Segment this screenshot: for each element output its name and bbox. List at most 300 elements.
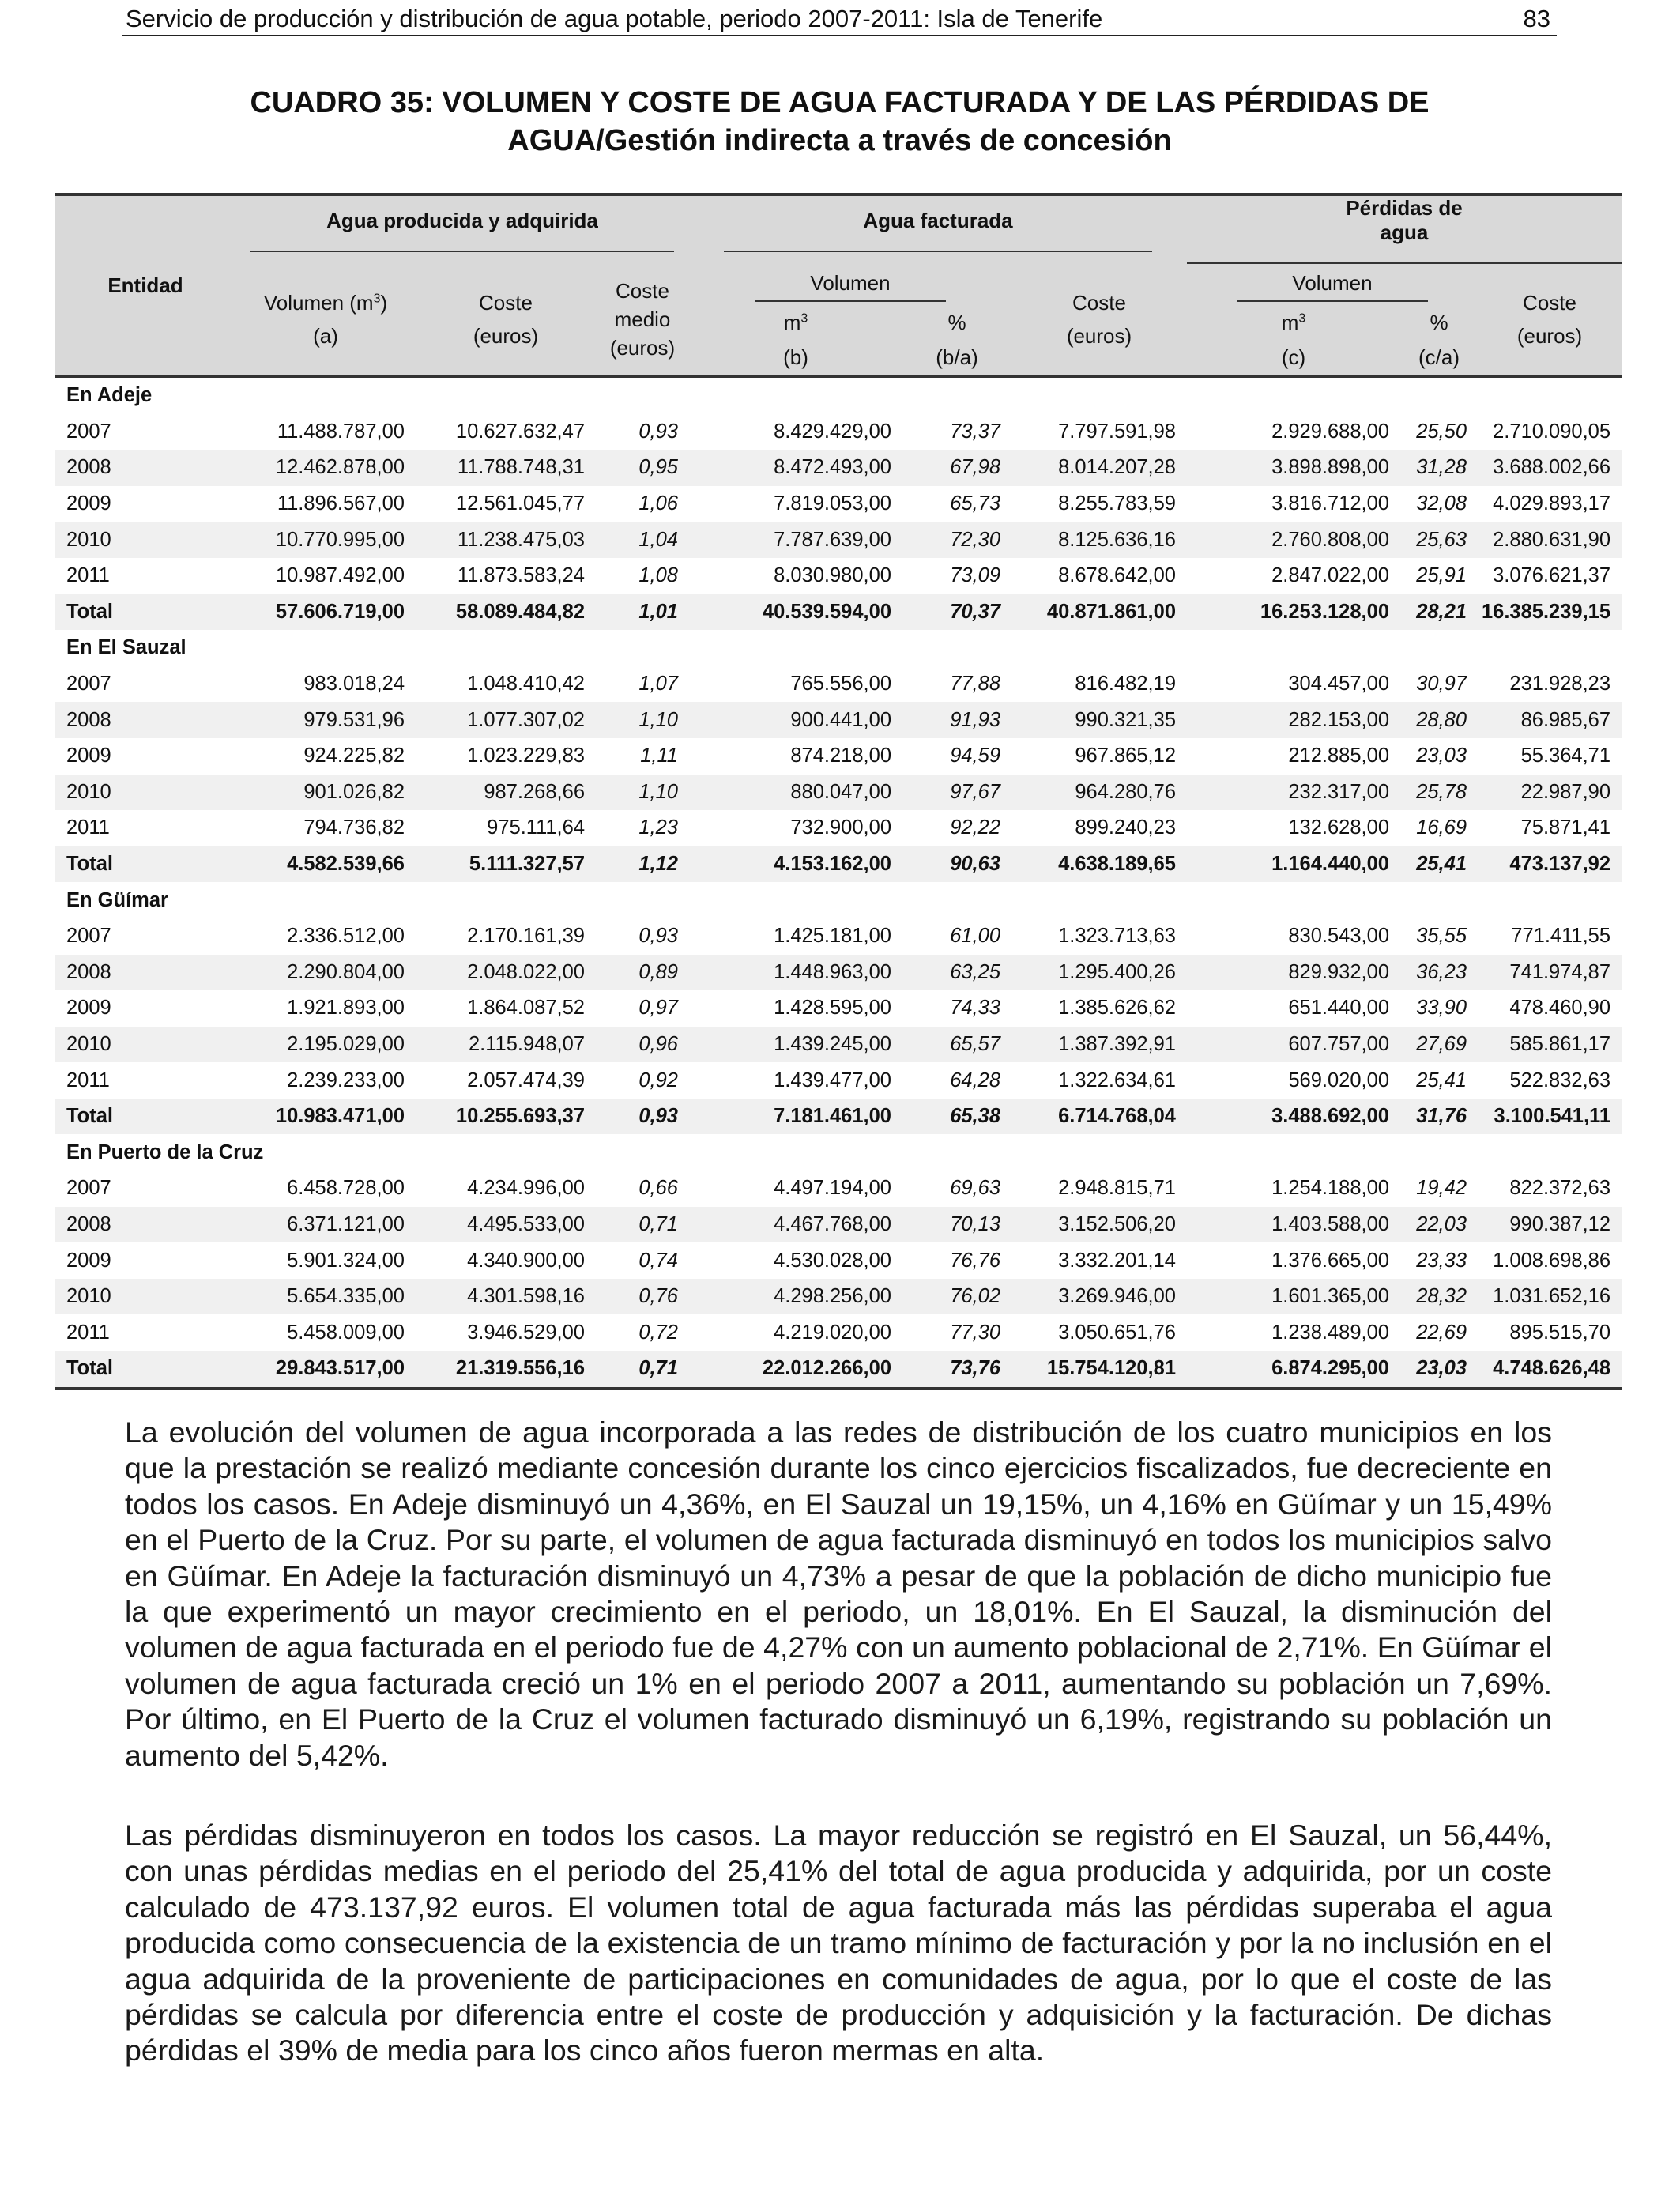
table-cell: 1.031.652,16 [1478,1279,1622,1315]
section-row [55,630,1622,666]
table-cell: 983.018,24 [303,673,405,696]
header-coste-perdidas: Coste (euros) [1478,264,1622,376]
table-cell: 964.280,76 [1011,775,1187,811]
table-cell: 990.387,12 [1478,1207,1622,1243]
table-cell: 97,67 [902,775,1011,811]
table-cell: 63,25 [902,955,1011,991]
table-cell: 771.411,55 [1511,925,1611,948]
table-cell: 232.317,00 [1187,775,1400,811]
table-cell: 10.255.693,37 [416,1099,596,1135]
table-cell: 3.269.946,00 [1011,1279,1187,1315]
table-header [55,194,1622,376]
table-cell: 5.111.327,57 [416,846,596,883]
table-cell: 21.319.556,16 [416,1351,596,1389]
table-cell: 1,10 [596,702,689,738]
table-cell: 4.638.189,65 [1011,846,1187,883]
table-cell: 1.023.229,83 [467,745,585,767]
table-total-row [55,1351,1622,1389]
row-label: 2008 [55,702,235,738]
row-label: 2011 [66,564,110,587]
table-cell: 10.627.632,47 [455,420,585,443]
table-cell: 23,33 [1416,1249,1467,1272]
table-cell: 282.153,00 [1187,702,1400,738]
table-cell: 74,33 [950,997,1000,1020]
table-cell: 8.429.429,00 [774,420,891,443]
table-cell: 35,55 [1416,925,1467,948]
table-cell: 4.340.900,00 [467,1249,585,1272]
row-label: 2010 [55,775,235,811]
table-cell: 900.441,00 [689,702,902,738]
table-cell: 3.898.898,00 [1187,450,1400,486]
table-cell: 25,78 [1400,775,1478,811]
row-label: Total [55,1099,235,1135]
table-cell: 2.057.474,39 [467,1069,585,1091]
row-label: 2009 [66,492,111,515]
table-cell: 4.298.256,00 [689,1279,902,1315]
table-cell: 2.760.808,00 [1187,522,1400,558]
table-cell: 607.757,00 [1187,1027,1400,1063]
table-cell: 0,76 [596,1279,689,1315]
table-cell: 874.218,00 [790,745,891,767]
table-cell: 77,30 [950,1321,1000,1344]
table-cell: 92,22 [950,816,1000,839]
table-cell: 7.819.053,00 [774,492,891,515]
table-cell: 1.439.477,00 [774,1069,891,1091]
table-cell: 473.137,92 [1478,846,1622,883]
table-cell: 1.048.410,42 [467,673,585,696]
table-cell: 8.030.980,00 [774,564,891,587]
table-cell: 1.448.963,00 [689,955,902,991]
table-cell: 4.467.768,00 [689,1207,902,1243]
header-group-producida: Agua producida y adquirida [235,194,689,264]
table-cell: 28,32 [1400,1279,1478,1315]
table-cell: 40.539.594,00 [689,594,902,631]
table-cell: 23,03 [1400,1351,1478,1389]
table-cell: 58.089.484,82 [416,594,596,631]
table-cell: 11.873.583,24 [457,564,585,587]
table-cell: 4.153.162,00 [689,846,902,883]
table-cell: 32,08 [1416,492,1467,515]
table-cell: 3.816.712,00 [1271,492,1389,515]
table-cell: 1.164.440,00 [1187,846,1400,883]
table-cell: 990.321,35 [1011,702,1187,738]
row-label: 2011 [66,816,110,839]
table-cell: 794.736,82 [303,816,405,839]
table-row [55,486,1622,522]
paragraph-evolucion-volumen: La evolución del volumen de agua incorporada a las redes de distribución de los cuatro municipios en los que la prestación se realizó mediante concesión durante los cinco ejercicios fiscalizados, fue decreciente en todos los casos. En Adeje disminuyó un 4,36%, en El Sauzal un 19,15%, un 4,16% en Güímar y un 15,49% en el Puerto de la Cruz. Por su parte, el volumen de agua facturada disminuyó en todos los municipios salvo en Güímar. En Adeje la facturación disminuyó un 4,73% a pesar de que la población de dicho municipio fue la que experimentó un mayor crecimiento en el periodo, un 18,01%. En El Sauzal, la disminución del volumen de agua facturada en el periodo fue de 4,27% con un aumento poblacional de 2,71%. En Güímar el volumen de agua facturada creció un 1% en el periodo 2007 a 2011, aumentando su población un 7,69%. Por último, en El Puerto de la Cruz el volumen facturado disminuyó un 6,19%, registrando su población un aumento del 5,42%. [125,1416,1552,1772]
table-cell: 1.403.588,00 [1187,1207,1400,1243]
table-cell: 478.460,90 [1509,997,1611,1020]
table-cell: 28,21 [1400,594,1478,631]
table-cell: 0,97 [638,997,678,1020]
header-pct-ca: % [1430,311,1448,334]
table-cell: 1,07 [638,673,678,696]
table-cell: 1.323.713,63 [1058,925,1176,948]
table-cell: 0,93 [638,420,678,443]
table-cell: 4.495.533,00 [416,1207,596,1243]
table-cell: 25,41 [1400,846,1478,883]
row-label: 2007 [66,1177,111,1200]
table-cell: 522.832,63 [1509,1069,1611,1091]
table-cell: 0,93 [596,1099,689,1135]
table-cell: 1.601.365,00 [1187,1279,1400,1315]
header-coste-producida: Coste (euros) [416,264,596,376]
table-cell: 22.987,90 [1478,775,1622,811]
table-cell: 3.332.201,14 [1058,1249,1176,1272]
table-cell: 64,28 [950,1069,1000,1091]
table-cell: 4.582.539,66 [235,846,416,883]
table-cell: 2.290.804,00 [235,955,416,991]
header-coste-facturada: Coste (euros) [1011,264,1187,376]
table-cell: 1,04 [596,522,689,558]
table-cell: 816.482,19 [1075,673,1176,696]
table-cell: 132.628,00 [1288,816,1389,839]
table-cell: 11.896.567,00 [277,492,405,515]
table-cell: 4.234.996,00 [467,1177,585,1200]
row-label: 2011 [66,1069,110,1091]
table-cell: 4.530.028,00 [774,1249,891,1272]
table-cell: 0,89 [596,955,689,991]
table-cell: 73,76 [902,1351,1011,1389]
row-label: 2009 [66,1249,111,1272]
table-cell: 8.472.493,00 [689,450,902,486]
row-label: Total [55,846,235,883]
table-cell: 1.322.634,61 [1058,1069,1176,1091]
table-cell: 29.843.517,00 [235,1351,416,1389]
header-pct-ba: % [947,311,966,334]
table-cell: 30,97 [1416,673,1467,696]
table-cell: 2.710.090,05 [1493,420,1611,443]
table-cell: 212.885,00 [1288,745,1389,767]
table-row [55,522,1622,558]
table-cell: 1.254.188,00 [1271,1177,1389,1200]
table-row [55,1314,1622,1351]
table-cell: 16,69 [1416,816,1467,839]
table-cell: 69,63 [950,1177,1000,1200]
table-cell: 3.100.541,11 [1478,1099,1622,1135]
page-header [122,3,1557,36]
header-ba: (b/a) [902,340,1011,376]
table-row [55,1279,1622,1315]
header-coste-medio: Coste medio (euros) [596,264,689,376]
row-label: Total [55,1351,235,1389]
table-cell: 67,98 [902,450,1011,486]
table-cell: 880.047,00 [689,775,902,811]
header-volumen-m3: Volumen $(m^3)$ (a) [235,264,416,376]
table-row [55,918,1622,955]
table-row [55,666,1622,703]
table-cell: 1.921.893,00 [287,997,405,1020]
row-label: 2010 [55,1027,235,1063]
table-cell: 19,42 [1416,1177,1467,1200]
table-cell: 61,00 [950,925,1000,948]
table-cell: 7.181.461,00 [689,1099,902,1135]
table-cell: 1.439.245,00 [689,1027,902,1063]
table-cell: 2.847.022,00 [1271,564,1389,587]
table-cell: 73,09 [950,564,1000,587]
table-title-line-2: AGUA/Gestión indirecta a través de concesión [507,124,1172,157]
table-cell: 924.225,82 [303,745,405,767]
table-cell: 12.462.878,00 [235,450,416,486]
table-cell: 65,73 [950,492,1000,515]
header-volumen-facturada: Volumen [689,264,1011,305]
table-cell: 829.932,00 [1187,955,1400,991]
table-cell: 27,69 [1400,1027,1478,1063]
header-ca: (c/a) [1400,340,1478,376]
table-cell: 1,12 [596,846,689,883]
table-cell: 987.268,66 [416,775,596,811]
table-cell: 2.115.948,07 [416,1027,596,1063]
table-cell: 1,11 [640,745,678,767]
table-title-line-1: CUADRO 35: VOLUMEN Y COSTE DE AGUA FACTURADA Y DE LAS PÉRDIDAS DE [250,86,1430,119]
table-total-row [55,846,1622,883]
table-cell: 967.865,12 [1075,745,1176,767]
table-cell: 25,63 [1400,522,1478,558]
row-label: 2009 [66,745,111,767]
row-label: 2008 [55,1207,235,1243]
paragraph-perdidas: Las pérdidas disminuyeron en todos los casos. La mayor reducción se registró en El Sauzal, un 56,44%, con unas pérdidas medias en el periodo del 25,41% del total de agua producida y adquirida, por un coste calculado de 473.137,92 euros. El volumen total de agua facturada más las pérdidas superaba el agua producida como consecuencia de la existencia de un tramo mínimo de facturación y por la no inclusión en el agua adquirida de la proveniente de participaciones en comunidades de agua, por lo que el coste de las pérdidas se calcula por diferencia entre el coste de producción y adquisición y la facturación. De dichas pérdidas el 39% de media para los cinco años fueron mermas en alta. [125,1819,1552,2068]
table-cell: 8.014.207,28 [1011,450,1187,486]
table-cell: 2.336.512,00 [287,925,405,948]
row-label: 2007 [66,673,111,696]
table-cell: 0,74 [638,1249,678,1272]
table-cell: 1.008.698,86 [1493,1249,1611,1272]
table-row [55,1027,1622,1063]
table-cell: 569.020,00 [1288,1069,1389,1091]
table-body [55,376,1622,1389]
header-m3-b: $m^3$ [783,311,808,334]
table-cell: 33,90 [1416,997,1467,1020]
table-cell: 25,50 [1416,420,1467,443]
table-cell: 23,03 [1416,745,1467,767]
data-table-wrapper [55,193,1622,1390]
table-cell: 25,91 [1416,564,1467,587]
table-cell: 895.515,70 [1509,1321,1611,1344]
table-cell: 11.238.475,03 [416,522,596,558]
table-cell: 4.497.194,00 [774,1177,891,1200]
table-cell: 25,41 [1416,1069,1467,1091]
table-cell: 73,37 [950,420,1000,443]
section-row [55,882,1622,918]
table-cell: 975.111,64 [487,816,585,839]
table-cell: 1,01 [596,594,689,631]
table-row [55,990,1622,1027]
section-row [55,376,1622,414]
table-cell: 585.861,17 [1478,1027,1622,1063]
table-cell: 1.387.392,91 [1011,1027,1187,1063]
table-cell: 2.239.233,00 [287,1069,405,1091]
table-row [55,955,1622,991]
table-cell: 1,23 [638,816,678,839]
table-cell: 651.440,00 [1288,997,1389,1020]
table-cell: 3.076.621,37 [1493,564,1611,587]
section-label: En El Sauzal [55,630,1622,666]
table-cell: 16.253.128,00 [1187,594,1400,631]
table-cell: 1,08 [638,564,678,587]
table-cell: 75.871,41 [1520,816,1611,839]
table-cell: 72,30 [902,522,1011,558]
row-label: 2010 [55,1279,235,1315]
table-cell: 2.195.029,00 [235,1027,416,1063]
row-label: 2007 [66,925,111,948]
table-cell: 3.488.692,00 [1187,1099,1400,1135]
table-cell: 3.688.002,66 [1478,450,1622,486]
running-header-title: Servicio de producción y distribución de agua potable, periodo 2007-2011: Isla de Tenerife [126,5,1103,32]
table-cell: 765.556,00 [790,673,891,696]
header-c: (c) [1187,340,1400,376]
table-cell: 6.874.295,00 [1187,1351,1400,1389]
table-cell: 22.012.266,00 [689,1351,902,1389]
section-label: En Güímar [55,882,1622,918]
table-cell: 15.754.120,81 [1011,1351,1187,1389]
table-cell: 1.385.626,62 [1058,997,1176,1020]
table-cell: 31,28 [1400,450,1478,486]
table-cell: 1.295.400,26 [1011,955,1187,991]
table-cell: 4.219.020,00 [774,1321,891,1344]
table-cell: 3.050.651,76 [1058,1321,1176,1344]
row-label: 2010 [55,522,235,558]
table-cell: 732.900,00 [790,816,891,839]
table-cell: 899.240,23 [1075,816,1176,839]
table-cell: 822.372,63 [1509,1177,1611,1200]
header-group-perdidas: Pérdidas de agua [1187,194,1622,264]
table-cell: 0,95 [596,450,689,486]
table-cell: 231.928,23 [1509,673,1611,696]
table-cell: 304.457,00 [1288,673,1389,696]
table-row [55,1242,1622,1279]
row-label: 2011 [66,1321,110,1344]
table-cell: 7.787.639,00 [689,522,902,558]
table-cell: 31,76 [1400,1099,1478,1135]
table-total-row [55,594,1622,631]
table-cell: 76,76 [950,1249,1000,1272]
table-row [55,702,1622,738]
page-number: 83 [1523,5,1550,32]
table-cell: 2.929.688,00 [1271,420,1389,443]
row-label: 2009 [66,997,111,1020]
header-m3-c: $m^3$ [1281,311,1306,334]
table-cell: 1.428.595,00 [774,997,891,1020]
table-row [55,450,1622,486]
table-cell: 77,88 [950,673,1000,696]
table-cell: 1,06 [638,492,678,515]
table-cell: 6.714.768,04 [1011,1099,1187,1135]
table-cell: 65,38 [902,1099,1011,1135]
table-cell: 22,03 [1400,1207,1478,1243]
table-cell: 11.488.787,00 [277,420,405,443]
table-cell: 7.797.591,98 [1058,420,1176,443]
table-cell: 10.983.471,00 [235,1099,416,1135]
table-cell: 0,96 [596,1027,689,1063]
table-cell: 1.425.181,00 [774,925,891,948]
row-label: Total [55,594,235,631]
table-cell: 3.152.506,20 [1011,1207,1187,1243]
table-cell: 12.561.045,77 [455,492,585,515]
table-cell: 76,02 [902,1279,1011,1315]
table-cell: 0,66 [638,1177,678,1200]
table-cell: 1.077.307,02 [416,702,596,738]
table-total-row [55,1099,1622,1135]
table-row [55,558,1622,594]
table-cell: 5.654.335,00 [235,1279,416,1315]
table-row [55,1062,1622,1099]
table-cell: 86.985,67 [1478,702,1622,738]
table-cell: 8.255.783,59 [1058,492,1176,515]
table-cell: 10.770.995,00 [235,522,416,558]
table-cell: 979.531,96 [235,702,416,738]
table-cell: 91,93 [902,702,1011,738]
header-volumen-perdidas: Volumen [1187,264,1478,305]
section-label: En Puerto de la Cruz [55,1134,1622,1171]
table-cell: 901.026,82 [235,775,416,811]
table-row [55,738,1622,775]
table-cell: 94,59 [950,745,1000,767]
water-volume-cost-table [55,193,1622,1390]
table-cell: 2.170.161,39 [467,925,585,948]
header-entidad: Entidad [55,194,235,376]
table-cell: 0,71 [596,1351,689,1389]
table-cell: 741.974,87 [1478,955,1622,991]
table-cell: 55.364,71 [1520,745,1611,767]
header-b: (b) [689,340,902,376]
table-cell: 1,10 [596,775,689,811]
table-row [55,810,1622,846]
table-cell: 90,63 [902,846,1011,883]
table-cell: 0,92 [638,1069,678,1091]
table-cell: 0,71 [596,1207,689,1243]
section-label: En Adeje [55,376,1622,414]
table-cell: 4.029.893,17 [1493,492,1611,515]
table-cell: 1.864.087,52 [467,997,585,1020]
table-row [55,1207,1622,1243]
table-cell: 10.987.492,00 [275,564,405,587]
table-cell: 1.376.665,00 [1271,1249,1389,1272]
table-cell: 22,69 [1416,1321,1467,1344]
table-cell: 0,93 [638,925,678,948]
table-cell: 36,23 [1400,955,1478,991]
table-cell: 70,37 [902,594,1011,631]
table-cell: 0,72 [638,1321,678,1344]
header-group-facturada: Agua facturada [689,194,1187,264]
table-cell: 11.788.748,31 [416,450,596,486]
table-cell: 6.371.121,00 [235,1207,416,1243]
table-cell: 1.238.489,00 [1271,1321,1389,1344]
table-cell: 65,57 [902,1027,1011,1063]
table-cell: 16.385.239,15 [1478,594,1622,631]
table-cell: 2.948.815,71 [1058,1177,1176,1200]
table-cell: 830.543,00 [1288,925,1389,948]
table-cell: 4.748.626,48 [1478,1351,1622,1389]
row-label: 2008 [55,450,235,486]
table-row [55,775,1622,811]
row-label: 2008 [55,955,235,991]
table-cell: 6.458.728,00 [287,1177,405,1200]
table-cell: 5.458.009,00 [287,1321,405,1344]
table-cell: 40.871.861,00 [1011,594,1187,631]
table-title [119,84,1561,160]
table-cell: 4.301.598,16 [416,1279,596,1315]
table-cell: 3.946.529,00 [467,1321,585,1344]
table-cell: 2.880.631,90 [1478,522,1622,558]
table-cell: 70,13 [902,1207,1011,1243]
table-row [55,414,1622,450]
row-label: 2007 [66,420,111,443]
table-cell: 28,80 [1400,702,1478,738]
table-cell: 8.678.642,00 [1058,564,1176,587]
table-cell: 57.606.719,00 [235,594,416,631]
section-row [55,1134,1622,1171]
table-row [55,1171,1622,1207]
